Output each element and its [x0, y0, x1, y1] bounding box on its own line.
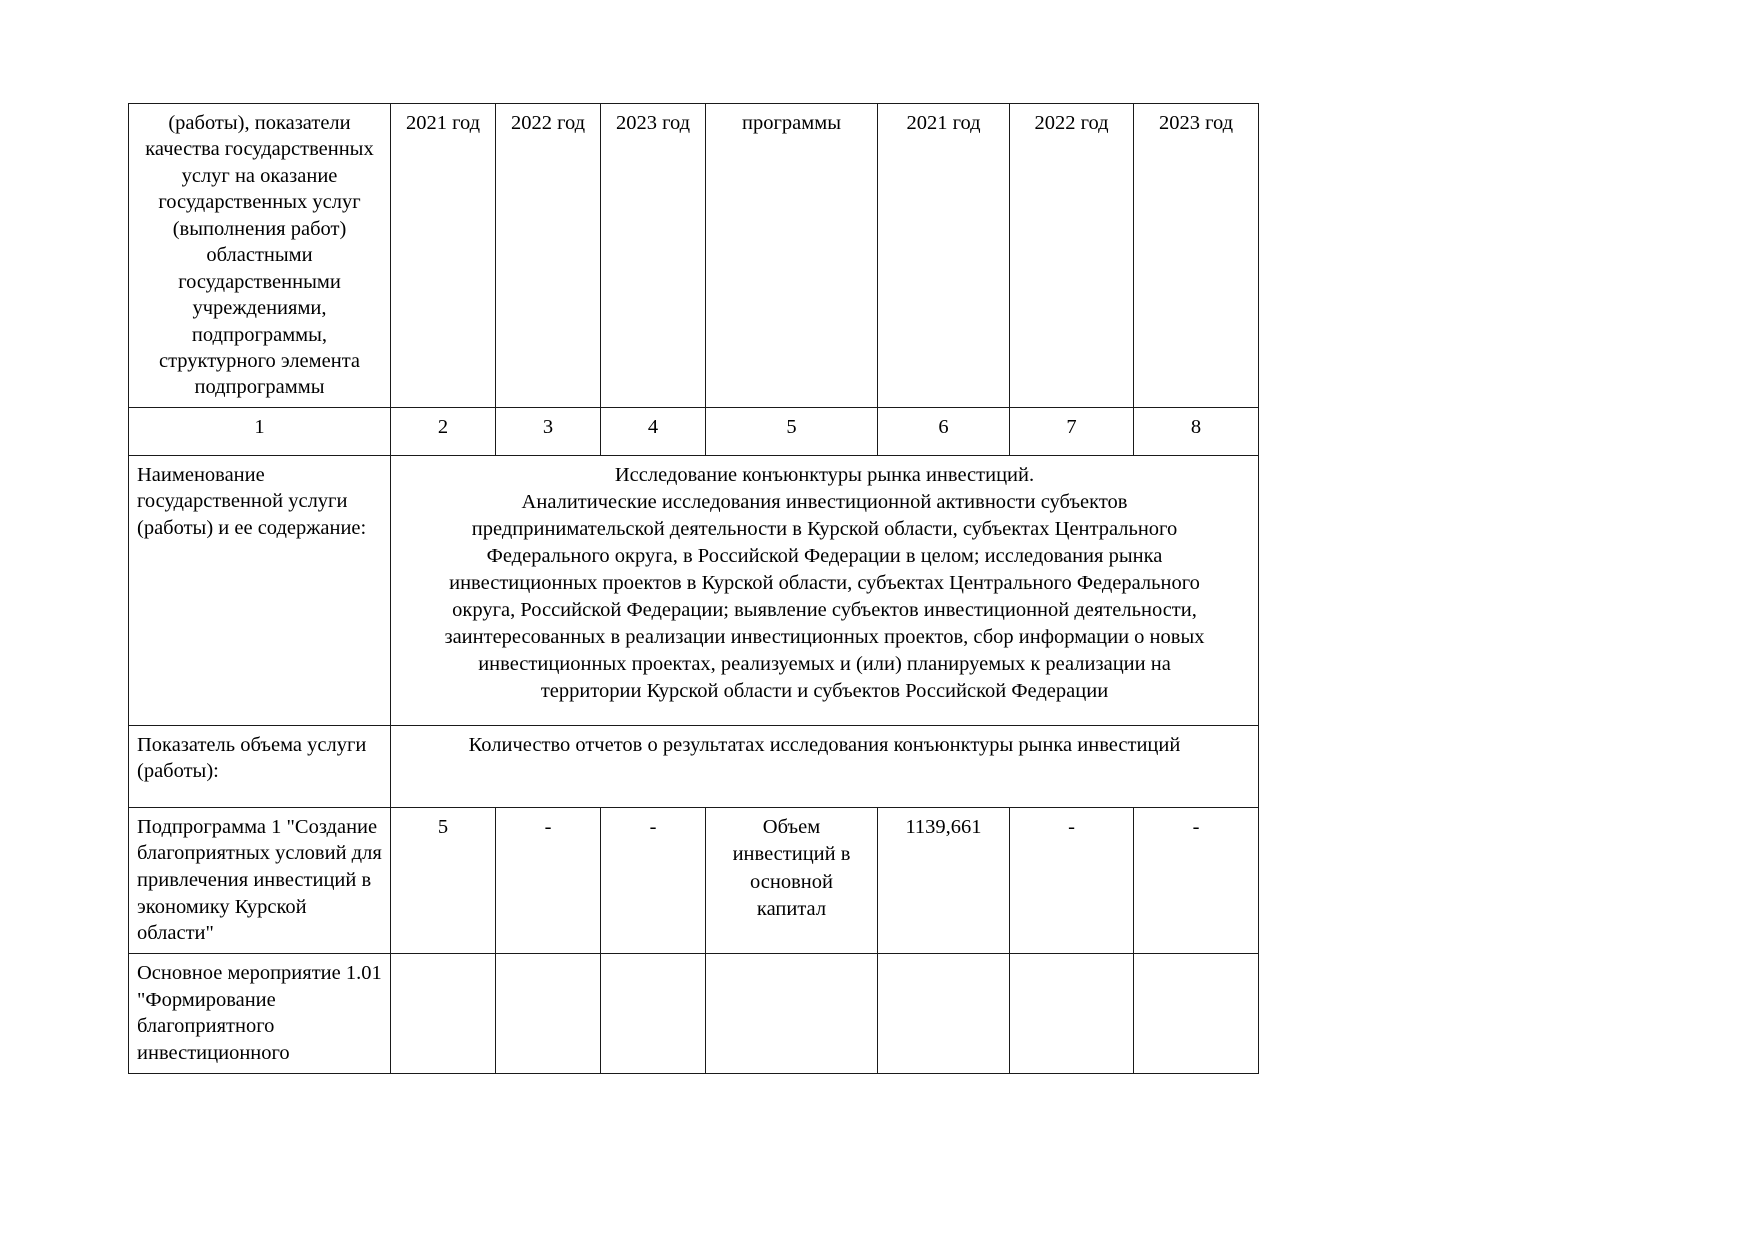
service-name-label: Наименование государственной услуги (работы) и ее содержание: [129, 455, 391, 725]
column-header-8: 2023 год [1134, 104, 1259, 408]
main-activity-row [129, 954, 1259, 1074]
column-header-4: 2023 год [601, 104, 706, 408]
column-header-6: 2021 год [878, 104, 1010, 408]
subprogram-1-value-2023: - [601, 807, 706, 953]
subprogram-1-value-2022: - [496, 807, 601, 953]
main-activity-program-2023 [1134, 954, 1259, 1074]
volume-indicator-row [129, 725, 1259, 807]
volume-indicator-content: Количество отчетов о результатах исследования конъюнктуры рынка инвестиций [391, 725, 1259, 807]
main-activity-value-2022 [496, 954, 601, 1074]
column-number-5: 5 [706, 407, 878, 455]
service-line-6: округа, Российской Федерации; выявление субъектов инвестиционной деятельности, [452, 599, 1197, 622]
subprogram-1-label: Подпрограмма 1 "Создание благоприятных условий для привлечения инвестиций в экономику Курской области" [129, 807, 391, 953]
service-line-3: предпринимательской деятельности в Курской области, субъектах Центрального [471, 517, 1178, 540]
service-line-8: инвестиционных проектах, реализуемых и (или) планируемых к реализации на [478, 653, 1171, 676]
service-line-5: инвестиционных проектов в Курской области, субъектах Центрального Федерального [449, 572, 1200, 594]
service-line-1: Исследование конъюнктуры рынка инвестиций. [614, 463, 1035, 486]
subprogram-1-program-indicator: Объем инвестиций в основной капитал [706, 807, 878, 953]
program-indicators-table [128, 103, 1259, 1074]
service-name-content [391, 455, 1259, 725]
column-number-7: 7 [1010, 407, 1134, 455]
main-activity-value-2023 [601, 954, 706, 1074]
column-number-3: 3 [496, 407, 601, 455]
column-header-3: 2022 год [496, 104, 601, 408]
column-number-row [129, 407, 1259, 455]
service-line-2: Аналитические исследования инвестиционной активности субъектов [521, 490, 1128, 513]
column-header-7: 2022 год [1010, 104, 1134, 408]
column-number-4: 4 [601, 407, 706, 455]
main-activity-program-2022 [1010, 954, 1134, 1074]
table-container [128, 103, 1258, 1074]
column-header-5: программы [706, 104, 878, 408]
table-header-row [129, 104, 1259, 408]
service-line-7: заинтересованных в реализации инвестиционных проектов, сбор информации о новых [444, 626, 1205, 649]
main-activity-program-indicator [706, 954, 878, 1074]
main-activity-program-2021 [878, 954, 1010, 1074]
subprogram-1-program-2023: - [1134, 807, 1259, 953]
service-line-4: Федерального округа, в Российской Федерации в целом; исследования рынка [486, 544, 1163, 567]
column-number-2: 2 [391, 407, 496, 455]
subprogram-1-program-2021: 1139,661 [878, 807, 1010, 953]
subprogram-1-row [129, 807, 1259, 953]
column-header-2: 2021 год [391, 104, 496, 408]
column-number-1: 1 [129, 407, 391, 455]
subprogram-1-program-2022: - [1010, 807, 1134, 953]
main-activity-value-2021 [391, 954, 496, 1074]
volume-indicator-label: Показатель объема услуги (работы): [129, 725, 391, 807]
column-number-8: 8 [1134, 407, 1259, 455]
subprogram-1-value-2021: 5 [391, 807, 496, 953]
column-number-6: 6 [878, 407, 1010, 455]
service-line-9: территории Курской области и субъектов Российской Федерации [540, 680, 1109, 703]
service-name-row [129, 455, 1259, 725]
main-activity-label: Основное мероприятие 1.01 "Формирование благоприятного инвестиционного [129, 954, 391, 1074]
column-header-1: (работы), показатели качества государственных услуг на оказание государственных услуг (выполнения работ) областными государственными учреждениями, подпрограммы, структурного элемента подпрограммы [129, 104, 391, 408]
